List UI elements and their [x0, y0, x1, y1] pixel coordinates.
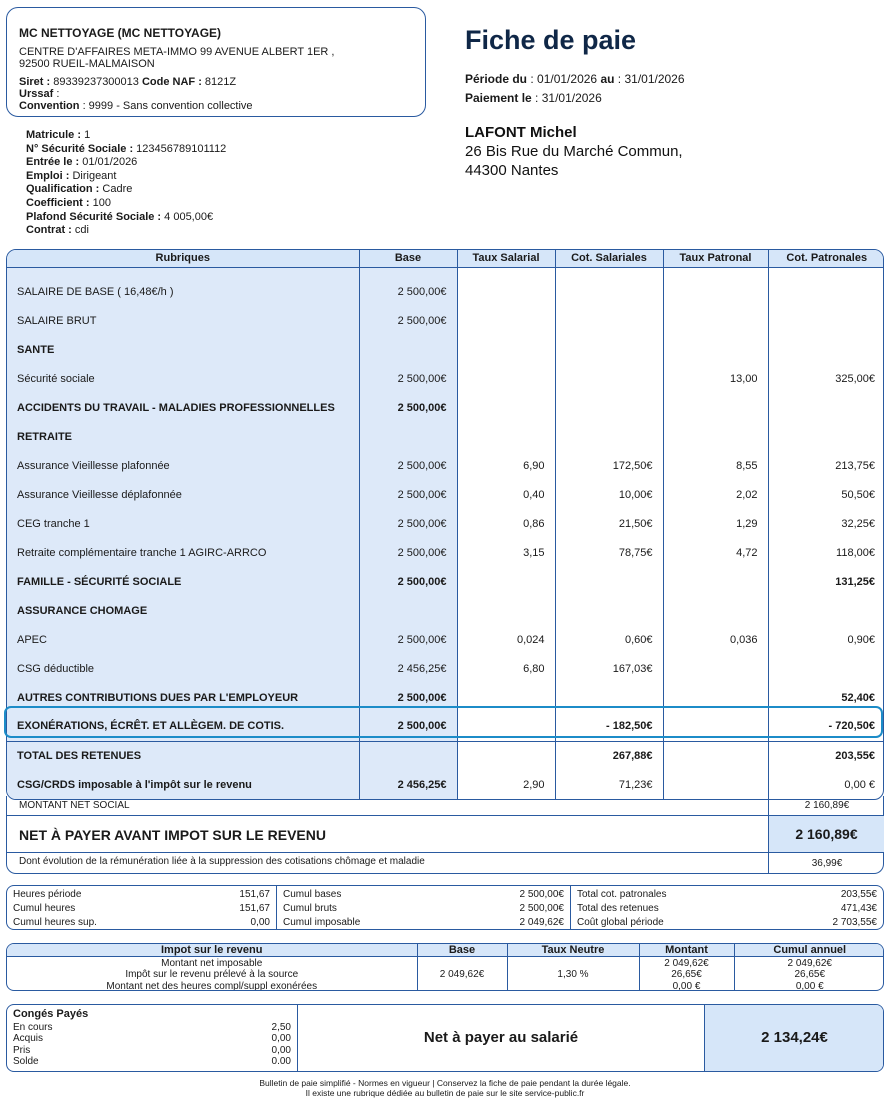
siret-label: Siret : — [19, 76, 51, 88]
info-value: Dirigeant — [72, 169, 117, 182]
cumul-row — [577, 916, 877, 930]
income-tax-cumuls-line: 0,00 € — [795, 980, 824, 991]
employee-block — [465, 123, 683, 180]
cell-cs: 21,50€ — [555, 509, 663, 538]
row-label: SALAIRE DE BASE ( 16,48€/h ) — [7, 277, 359, 306]
info-value: Cadre — [102, 183, 133, 196]
cumul-label: Cumul heures sup. — [13, 917, 97, 928]
paid-leave-label: Pris — [13, 1044, 31, 1056]
net-before-tax-value: 2 160,89€ — [768, 816, 884, 852]
cumul-value: 2 500,00€ — [519, 889, 564, 900]
cumul-label: Heures période — [13, 889, 82, 900]
income-tax-row — [7, 957, 884, 992]
info-line — [26, 224, 226, 238]
cell-cp — [768, 596, 884, 625]
paid-leave-row — [13, 1033, 291, 1045]
footer-line-2: Il existe une rubrique dédiée au bulletin de paie sur le site service-public.fr — [305, 1088, 585, 1098]
net-to-pay-value: 2 134,24€ — [704, 1005, 884, 1071]
footer-note — [0, 1078, 890, 1098]
period-line — [465, 70, 685, 89]
info-label: Entrée le : — [26, 156, 80, 169]
table-row — [7, 335, 884, 364]
page-title: Fiche de paie — [465, 25, 637, 55]
cumuls-totals-column — [571, 886, 883, 929]
info-value: 123456789101112 — [136, 142, 227, 155]
periode-du-label: Période du — [465, 72, 528, 86]
payslip-table — [6, 249, 884, 800]
cumul-value: 151,67 — [239, 903, 270, 914]
income-tax-cumuls-line: 26,65€ — [794, 969, 826, 981]
row-label: EXONÉRATIONS, ÉCRÊT. ET ALLÈGEM. DE COTIS. — [7, 712, 359, 741]
income-tax-column-header: Impot sur le revenu — [7, 944, 417, 957]
cell-tp — [663, 654, 768, 683]
employer-urssaf-line — [19, 88, 413, 100]
info-value: 1 — [84, 129, 91, 141]
cell-cs: 172,50€ — [555, 451, 663, 480]
income-tax-montants-line: 2 049,62€ — [664, 958, 709, 969]
cell-ts — [457, 277, 555, 306]
cell-tp — [663, 277, 768, 306]
employer-convention-line — [19, 100, 413, 112]
paid-leave-label: Acquis — [13, 1033, 44, 1044]
paiement-label: Paiement le — [465, 91, 532, 105]
cell-cs — [555, 335, 663, 364]
cell-tp — [663, 335, 768, 364]
evolution-value: 36,99€ — [768, 852, 885, 873]
cell-cp — [768, 393, 884, 422]
table-row — [7, 509, 884, 538]
convention-value: : 9999 - Sans convention collective — [82, 100, 253, 112]
income-tax-montants-line: 26,65€ — [671, 969, 702, 981]
naf-value: 8121Z — [204, 76, 237, 88]
period-block — [465, 70, 685, 108]
spacer-cell — [663, 267, 768, 277]
info-value: cdi — [74, 224, 89, 237]
cell-tp — [663, 683, 768, 712]
cell-cs — [555, 683, 663, 712]
row-label: CSG déductible — [7, 654, 359, 683]
total-cell-tp — [663, 770, 768, 799]
paiement-value: : 31/01/2026 — [535, 91, 602, 105]
cell-cp: 118,00€ — [836, 546, 875, 559]
total-row — [7, 741, 884, 770]
cell-ts: 6,90 — [457, 451, 555, 480]
cell-cp — [768, 277, 884, 306]
net-before-tax-label: NET À PAYER AVANT IMPOT SUR LE REVENU — [19, 827, 326, 843]
income-tax-rate: 1,30 % — [507, 957, 639, 992]
paid-leave-row — [13, 1045, 291, 1057]
cell-ts: 0,86 — [457, 509, 555, 538]
periode-au-label: au — [600, 72, 615, 86]
urssaf-value: : — [56, 88, 60, 100]
cumul-value: 471,43€ — [840, 903, 877, 914]
cell-cp — [768, 422, 884, 451]
cumul-label: Cumul bruts — [283, 903, 337, 914]
naf-label: Code NAF : — [141, 76, 202, 88]
cumul-row — [577, 888, 877, 902]
income-tax-column-header: Montant — [639, 944, 734, 957]
table-header-row — [7, 250, 884, 267]
table-row — [7, 422, 884, 451]
total-cell-tp — [663, 741, 768, 770]
row-label: AUTRES CONTRIBUTIONS DUES PAR L'EMPLOYEUR — [7, 683, 359, 712]
employer-siret-line — [19, 76, 413, 88]
evolution-label: Dont évolution de la rémunération liée à la suppression des cotisations chômage et maladie — [19, 856, 425, 867]
income-tax-base: 2 049,62€ — [417, 957, 507, 992]
cell-tp — [663, 306, 768, 335]
paid-leave-row — [13, 1022, 291, 1034]
income-tax-column-header: Cumul annuel — [734, 944, 884, 957]
employee-name: LAFONT Michel — [465, 124, 577, 141]
total-label: TOTAL DES RETENUES — [7, 741, 359, 770]
table-row — [7, 654, 884, 683]
table-row — [7, 567, 884, 596]
cumul-label: Coût global période — [577, 917, 664, 928]
net-before-tax-row — [6, 815, 884, 853]
net-social-value: 2 160,89€ — [768, 796, 885, 815]
final-net-box — [6, 1004, 884, 1072]
row-label: ACCIDENTS DU TRAVAIL - MALADIES PROFESSIONNELLES — [7, 393, 359, 422]
table-row — [7, 451, 884, 480]
table-row — [7, 683, 884, 712]
cell-base: 2 500,00€ — [359, 712, 457, 741]
cell-tp — [663, 712, 768, 741]
info-line — [26, 211, 226, 225]
column-header: Taux Patronal — [663, 250, 768, 267]
cell-tp: 2,02 — [663, 480, 768, 509]
info-value: 01/01/2026 — [82, 156, 138, 169]
income-tax-header-row — [7, 944, 884, 957]
cumul-row — [283, 916, 564, 930]
cell-cs — [555, 393, 663, 422]
income-tax-column-header: Base — [417, 944, 507, 957]
cell-ts: 0,024 — [457, 625, 555, 654]
column-header: Cot. Salariales — [555, 250, 663, 267]
table-row — [7, 364, 884, 393]
cell-base: 2 500,00€ — [359, 277, 457, 306]
table-row — [7, 596, 884, 625]
info-label: Qualification : — [26, 183, 100, 196]
cumul-label: Cumul heures — [13, 903, 76, 914]
cell-ts — [457, 596, 555, 625]
cell-cp — [768, 654, 884, 683]
cumul-label: Total des retenues — [577, 903, 659, 914]
info-label: N° Sécurité Sociale : — [26, 142, 134, 155]
employer-box — [6, 7, 426, 117]
cell-cs — [555, 596, 663, 625]
cell-base — [359, 596, 457, 625]
cell-base: 2 500,00€ — [359, 480, 457, 509]
total-row — [7, 770, 884, 799]
info-label: Matricule : — [26, 129, 82, 141]
cumuls-hours-column — [7, 886, 277, 929]
info-line — [26, 129, 226, 143]
cumul-label: Cumul bases — [283, 889, 342, 900]
cell-ts — [457, 422, 555, 451]
cell-base: 2 500,00€ — [359, 538, 457, 567]
cell-cp — [768, 335, 884, 364]
cell-base: 2 500,00€ — [359, 364, 457, 393]
income-tax-amounts — [639, 957, 734, 992]
cumul-label: Total cot. patronales — [577, 889, 667, 900]
paid-leave-value: 2,50 — [271, 1021, 291, 1033]
cumul-value: 2 703,55€ — [832, 917, 877, 928]
total-cell-cp: 0,00 € — [844, 778, 875, 791]
income-tax-annual-cumuls — [734, 957, 884, 992]
column-header: Base — [359, 250, 457, 267]
cell-cs: - 182,50€ — [555, 712, 663, 741]
cell-cp: 50,50€ — [841, 488, 875, 501]
cell-cp: 325,00€ — [835, 372, 875, 385]
total-cell-cs: 71,23€ — [555, 770, 663, 799]
net-social-label: MONTANT NET SOCIAL — [19, 800, 130, 811]
cell-cp: 52,40€ — [841, 691, 875, 704]
cell-ts — [457, 306, 555, 335]
info-line — [26, 170, 226, 184]
cell-cp — [768, 306, 884, 335]
cell-base — [359, 422, 457, 451]
row-label: ASSURANCE CHOMAGE — [7, 596, 359, 625]
cell-cs — [555, 567, 663, 596]
cell-cp: 0,90€ — [847, 633, 875, 646]
table-row — [7, 480, 884, 509]
cell-ts — [457, 335, 555, 364]
row-label: APEC — [7, 625, 359, 654]
cell-ts — [457, 712, 555, 741]
row-label: Assurance Vieillesse déplafonnée — [7, 480, 359, 509]
cell-cs: 78,75€ — [555, 538, 663, 567]
cell-cp: 213,75€ — [835, 459, 875, 472]
paid-leave-value: 0,00 — [271, 1044, 291, 1056]
row-label: Retraite complémentaire tranche 1 AGIRC-ARRCO — [7, 538, 359, 567]
info-label: Coefficient : — [26, 196, 90, 209]
cell-ts: 6,80 — [457, 654, 555, 683]
paid-leave-label: En cours — [13, 1021, 53, 1033]
cell-cp: - 720,50€ — [828, 720, 875, 733]
row-label: FAMILLE - SÉCURITÉ SOCIALE — [7, 567, 359, 596]
total-label: CSG/CRDS imposable à l'impôt sur le revenu — [7, 770, 359, 799]
cell-ts — [457, 683, 555, 712]
income-tax-montants-line: 0,00 € — [672, 980, 701, 991]
total-cell-base — [359, 741, 457, 770]
siret-value: 89339237300013 — [53, 76, 139, 88]
table-row — [7, 306, 884, 335]
cell-cs — [555, 306, 663, 335]
spacer-cell — [457, 267, 555, 277]
paid-leave-title: Congés Payés — [13, 1008, 89, 1020]
column-header: Taux Salarial — [457, 250, 555, 267]
cell-tp — [663, 393, 768, 422]
cumul-value: 151,67 — [239, 889, 270, 900]
cell-cs — [555, 277, 663, 306]
table-row — [7, 277, 884, 306]
periode-du-value: : 01/01/2026 — [530, 72, 598, 86]
cell-cs — [555, 364, 663, 393]
cell-cs: 167,03€ — [555, 654, 663, 683]
row-label: SANTE — [7, 335, 359, 364]
income-tax-labels-line: Montant net des heures compl/suppl exonérées — [106, 980, 318, 991]
cell-base: 2 500,00€ — [359, 625, 457, 654]
cumul-row — [13, 888, 270, 902]
periode-au-value: : 31/01/2026 — [617, 72, 685, 86]
table-row — [7, 538, 884, 567]
column-header: Rubriques — [7, 250, 359, 267]
cell-base: 2 456,25€ — [359, 654, 457, 683]
info-label: Plafond Sécurité Sociale : — [26, 210, 162, 223]
income-tax-labels — [7, 957, 417, 992]
cumuls-bases-column — [277, 886, 571, 929]
cell-base: 2 500,00€ — [359, 683, 457, 712]
info-line — [26, 197, 226, 211]
cell-base: 2 500,00€ — [359, 567, 457, 596]
income-tax-labels-line: Impôt sur le revenu prélevé à la source — [125, 969, 299, 981]
net-social-row — [6, 796, 884, 816]
cell-ts: 0,40 — [457, 480, 555, 509]
cell-tp — [663, 596, 768, 625]
cell-base: 2 500,00€ — [359, 451, 457, 480]
cell-cp: 131,25€ — [835, 575, 875, 588]
spacer-cell — [555, 267, 663, 277]
cumul-value: 0,00 — [250, 917, 270, 928]
paid-leave-block — [7, 1005, 298, 1071]
table-row — [7, 712, 884, 741]
employee-address-1: 26 Bis Rue du Marché Commun, — [465, 143, 683, 160]
total-cell-base: 2 456,25€ — [359, 770, 457, 799]
row-label: Assurance Vieillesse plafonnée — [7, 451, 359, 480]
total-cell-ts: 2,90 — [457, 770, 555, 799]
paid-leave-value: 0.00 — [271, 1056, 291, 1067]
cell-base: 2 500,00€ — [359, 509, 457, 538]
cell-tp — [663, 567, 768, 596]
total-cell-ts — [457, 741, 555, 770]
cell-tp: 4,72 — [663, 538, 768, 567]
cell-base — [359, 335, 457, 364]
spacer-cell — [7, 267, 359, 277]
evolution-row — [6, 852, 884, 874]
info-label: Contrat : — [26, 224, 72, 237]
cell-ts — [457, 393, 555, 422]
employee-address-2: 44300 Nantes — [465, 162, 559, 179]
row-label: CEG tranche 1 — [7, 509, 359, 538]
net-to-pay-label: Net à payer au salarié — [423, 1029, 579, 1046]
cumul-label: Cumul imposable — [283, 917, 361, 928]
income-tax-column-header: Taux Neutre — [507, 944, 639, 957]
info-value: 100 — [92, 196, 111, 209]
table-row — [7, 625, 884, 654]
cell-ts — [457, 567, 555, 596]
table-row — [7, 393, 884, 422]
footer-line-1: Bulletin de paie simplifié - Normes en vigueur | Conservez la fiche de paie pendant la durée légale. — [259, 1078, 631, 1088]
info-line — [26, 183, 226, 197]
row-label: Sécurité sociale — [7, 364, 359, 393]
employee-info — [26, 129, 226, 238]
cumul-value: 203,55€ — [840, 889, 877, 900]
cell-tp: 0,036 — [663, 625, 768, 654]
spacer-row — [7, 267, 884, 277]
paid-leave-label: Solde — [13, 1056, 39, 1067]
cumul-row — [283, 888, 564, 902]
income-tax-table — [6, 943, 884, 991]
cumul-row — [13, 902, 270, 916]
cumul-value: 2 500,00€ — [519, 903, 564, 914]
paiement-line — [465, 89, 685, 108]
convention-label: Convention — [19, 100, 80, 112]
cumul-row — [283, 902, 564, 916]
paid-leave-row — [13, 1056, 291, 1068]
cell-cs — [555, 422, 663, 451]
cumul-row — [577, 902, 877, 916]
cell-tp: 1,29 — [663, 509, 768, 538]
cumul-value: 2 049,62€ — [519, 917, 564, 928]
cumul-row — [13, 916, 270, 930]
total-cell-cp: 203,55€ — [768, 741, 884, 770]
column-header: Cot. Patronales — [768, 250, 884, 267]
cell-base: 2 500,00€ — [359, 393, 457, 422]
paid-leave-value: 0,00 — [271, 1033, 291, 1044]
cell-base: 2 500,00€ — [359, 306, 457, 335]
cell-ts: 3,15 — [457, 538, 555, 567]
total-cell-cs: 267,88€ — [555, 741, 663, 770]
info-label: Emploi : — [26, 169, 70, 182]
cell-ts — [457, 364, 555, 393]
row-label: RETRAITE — [7, 422, 359, 451]
cell-cs: 0,60€ — [555, 625, 663, 654]
urssaf-label: Urssaf — [19, 88, 54, 100]
spacer-cell — [359, 267, 457, 277]
employer-name: MC NETTOYAGE (MC NETTOYAGE) — [19, 26, 222, 40]
cell-tp — [663, 422, 768, 451]
cell-cp: 32,25€ — [841, 517, 875, 530]
cell-tp: 8,55 — [663, 451, 768, 480]
income-tax-cumuls-line: 2 049,62€ — [787, 958, 832, 969]
employer-address-2: 92500 RUEIL-MALMAISON — [19, 58, 155, 70]
cumuls-box — [6, 885, 884, 930]
info-line — [26, 143, 226, 157]
employer-address-1: CENTRE D'AFFAIRES META-IMMO 99 AVENUE ALBERT 1ER , — [19, 46, 335, 58]
spacer-cell — [768, 267, 884, 277]
cell-tp: 13,00 — [663, 364, 768, 393]
row-label: SALAIRE BRUT — [7, 306, 359, 335]
income-tax-labels-line: Montant net imposable — [161, 958, 263, 969]
cell-cs: 10,00€ — [555, 480, 663, 509]
info-value: 4 005,00€ — [164, 210, 214, 223]
info-line — [26, 156, 226, 170]
